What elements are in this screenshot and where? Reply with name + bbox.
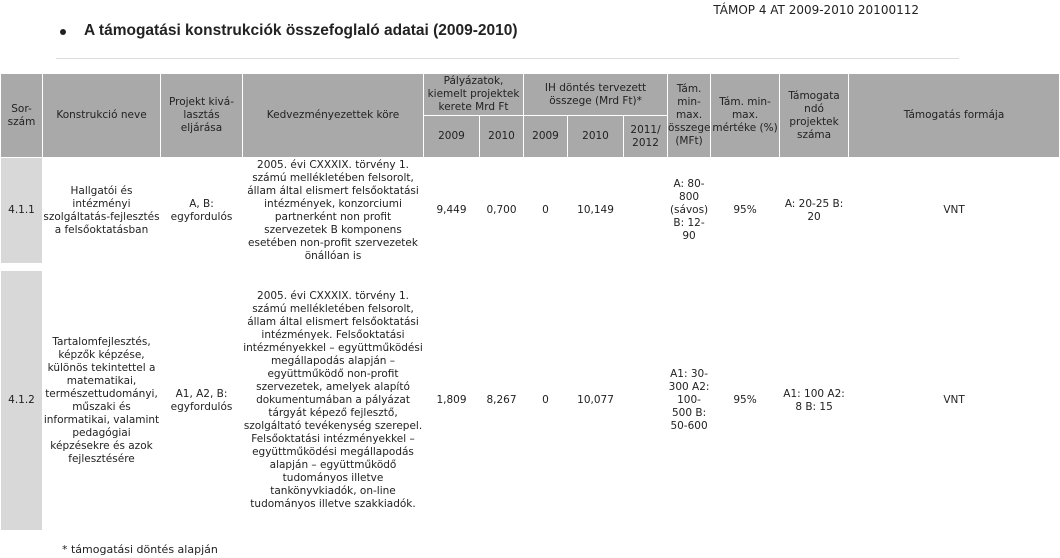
cell-osszege: A1: 30-300 A2: 100-500 B: 50-600 bbox=[668, 271, 711, 531]
cell-projekt: A1, A2, B: egyfordulós bbox=[161, 271, 243, 531]
cell-kedvezmenyezettek: 2005. évi CXXXIX. törvény 1. számú mellékletében felsorolt, állam által elismert felsőoktatási intézmények. Felsőoktatási intézményekkel – együttműködési megállapodás alapján – együttműködő non-profit szervezetek, amelyek alapító dokumentumában a pályázat tárgyát képező fejlesztő, szolgáltató tevékenység szerepel. Felsőoktatási intézményekkel – együttműködési megállapodás alapján – együttműködő tudományos illetve tankönyvkiadók, on-line tudományos illetve szakkiadók. bbox=[243, 271, 424, 531]
row-separator bbox=[1, 264, 1060, 271]
header-tam-merteke: Tám. min-max. mértéke (%) bbox=[711, 74, 780, 158]
cell-sorszam: 4.1.2 bbox=[1, 271, 43, 531]
cell-p2010: 8,267 bbox=[480, 271, 524, 531]
cell-konstrukcio: Hallgatói és intézményi szolgáltatás-fejlesztés a felsőoktatásban bbox=[43, 158, 161, 264]
cell-projektek-szama: A: 20-25 B: 20 bbox=[780, 158, 849, 264]
summary-table bbox=[0, 73, 1060, 531]
header-ih-dontes: IH döntés tervezett összege (Mrd Ft)* bbox=[524, 74, 668, 116]
cell-projekt: A, B: egyfordulós bbox=[161, 158, 243, 264]
table-row bbox=[1, 158, 1060, 264]
header-kedvezmenyezettek: Kedvezményezettek köre bbox=[243, 74, 424, 158]
header-2009-b: 2009 bbox=[524, 116, 568, 158]
cell-sorszam: 4.1.1 bbox=[1, 158, 43, 264]
page-title-row bbox=[62, 22, 518, 40]
document-code: TÁMOP 4 AT 2009-2010 20100112 bbox=[713, 3, 919, 17]
cell-kedvezmenyezettek: 2005. évi CXXXIX. törvény 1. számú mellékletében felsorolt, állam által elismert felsőoktatási intézmények, konzorciumi partnerként non profit szervezetek B komponens esetében non-profit szervezetek önállóan is bbox=[243, 158, 424, 264]
cell-projektek-szama: A1: 100 A2: 8 B: 15 bbox=[780, 271, 849, 531]
bullet-icon bbox=[60, 29, 66, 35]
header-projektek-szama: Támogata ndó projektek száma bbox=[780, 74, 849, 158]
header-sorszam: Sor-szám bbox=[1, 74, 43, 158]
cell-p2009: 1,809 bbox=[424, 271, 480, 531]
cell-osszege: A: 80-800 (sávos) B: 12-90 bbox=[668, 158, 711, 264]
header-tamogatas-formaja: Támogatás formája bbox=[849, 74, 1060, 158]
cell-formaja: VNT bbox=[849, 271, 1060, 531]
cell-konstrukcio: Tartalomfejlesztés, képzők képzése, különös tekintettel a matematikai, természettudományi, műszaki és informatikai, valamint pedagógiai képzésekre és azok fejlesztésére bbox=[43, 271, 161, 531]
header-2009-a: 2009 bbox=[424, 116, 480, 158]
header-projekt: Projekt kivá-lasztás eljárása bbox=[161, 74, 243, 158]
cell-ih2009: 0 bbox=[524, 271, 568, 531]
header-2010-b: 2010 bbox=[568, 116, 624, 158]
header-tam-osszege: Tám. min-max. összege (MFt) bbox=[668, 74, 711, 158]
cell-ih2011 bbox=[624, 158, 668, 264]
page-title: A támogatási konstrukciók összefoglaló adatai (2009-2010) bbox=[84, 22, 518, 39]
cell-merteke: 95% bbox=[711, 158, 780, 264]
divider bbox=[56, 58, 959, 59]
cell-ih2010: 10,077 bbox=[568, 271, 624, 531]
header-konstrukcio: Konstrukció neve bbox=[43, 74, 161, 158]
cell-formaja: VNT bbox=[849, 158, 1060, 264]
footnote: * támogatási döntés alapján bbox=[62, 543, 218, 556]
header-palyazatok: Pályázatok, kiemelt projektek kerete Mrd Ft bbox=[424, 74, 524, 116]
cell-p2009: 9,449 bbox=[424, 158, 480, 264]
cell-ih2011 bbox=[624, 271, 668, 531]
header-2010-a: 2010 bbox=[480, 116, 524, 158]
cell-merteke: 95% bbox=[711, 271, 780, 531]
cell-ih2010: 10,149 bbox=[568, 158, 624, 264]
header-2011: 2011/ 2012 bbox=[624, 116, 668, 158]
cell-p2010: 0,700 bbox=[480, 158, 524, 264]
table-row bbox=[1, 271, 1060, 531]
cell-ih2009: 0 bbox=[524, 158, 568, 264]
